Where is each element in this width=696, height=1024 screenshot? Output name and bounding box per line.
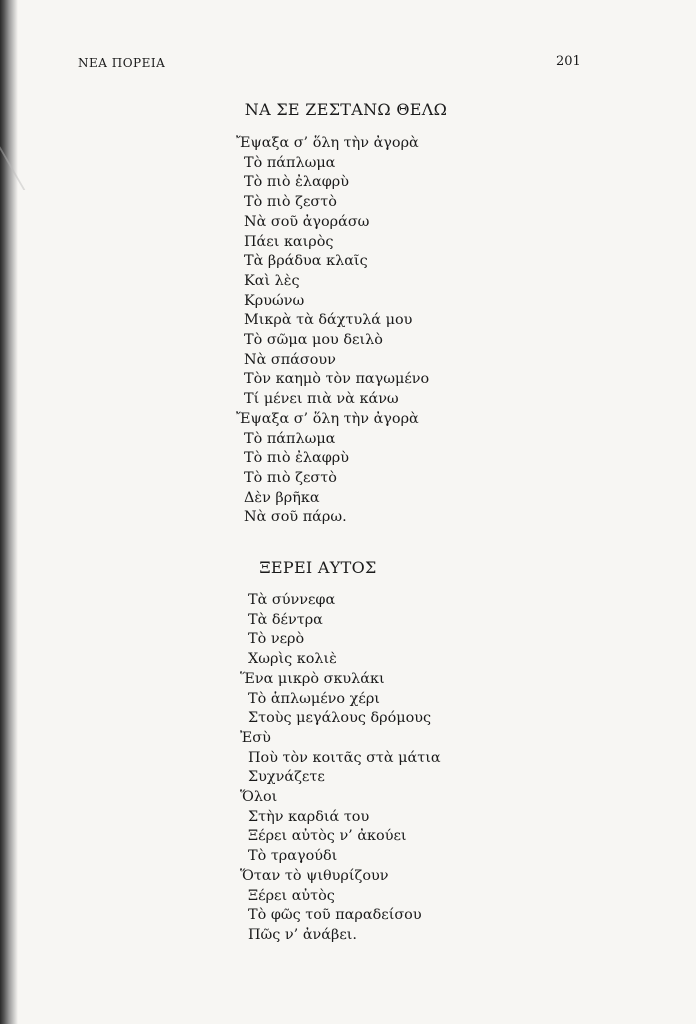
poem-title: ΞΕΡΕΙ ΑΥΤΟΣ bbox=[259, 558, 377, 577]
poem-title: ΝΑ ΣΕ ΖΕΣΤΑΝΩ ΘΕΛΩ bbox=[244, 100, 448, 119]
poem-line: Χωρὶς κολιὲ bbox=[248, 651, 337, 668]
poem-line: Νὰ σοῦ πάρω. bbox=[244, 509, 347, 526]
poem-line: Νὰ σοῦ ἀγοράσω bbox=[244, 213, 370, 230]
poem-line: Τὸ πιὸ ἐλαφρὺ bbox=[244, 174, 350, 191]
poem-line: Νὰ σπάσουν bbox=[244, 351, 336, 368]
poem-line: Τὰ βράδυα κλαῖς bbox=[244, 253, 368, 270]
poem-line: Ἔψαξα σ’ ὅλη τὴν ἀγορὰ bbox=[236, 135, 419, 151]
poem-line: Τὸν καημὸ τὸν παγωμένο bbox=[244, 371, 430, 388]
page-number: 201 bbox=[556, 54, 581, 69]
poem-line: Τὸ πιὸ ζεστὸ bbox=[244, 469, 337, 486]
poem-line: Τὸ τραγούδι bbox=[248, 848, 338, 865]
poem-body bbox=[236, 134, 429, 528]
poem-line: Τὸ πάπλωμα bbox=[244, 430, 336, 447]
running-head: ΝΕΑ ΠΟΡΕΙΑ bbox=[78, 56, 166, 70]
poem-line: Ξέρει αὐτὸς ν’ ἀκούει bbox=[248, 828, 407, 845]
poem-line: Συχνάζετε bbox=[248, 769, 325, 786]
poem-line: Πῶς ν’ ἀνάβει. bbox=[248, 926, 357, 943]
poem-line: Τὰ σύννεφα bbox=[248, 592, 336, 608]
poem-line: Τὸ φῶς τοῦ παραδείσου bbox=[248, 907, 422, 924]
poem-line: Ὅλοι bbox=[240, 789, 278, 806]
poem-line: Στὴν καρδιά του bbox=[248, 808, 370, 825]
poem-line: Ποὺ τὸν κοιτᾶς στὰ μάτια bbox=[248, 749, 441, 766]
poem-line: Μικρὰ τὰ δάχτυλά μου bbox=[244, 312, 413, 329]
poem-line: Τὸ πιὸ ζεστὸ bbox=[244, 194, 337, 211]
poem-line: Τί μένει πιὰ νὰ κάνω bbox=[244, 391, 399, 408]
poem-line: Τὸ πάπλωμα bbox=[244, 154, 336, 171]
poem-line: Τὸ σῶμα μου δειλὸ bbox=[244, 332, 383, 349]
poem-body bbox=[240, 591, 441, 946]
poem-line: Δὲν βρῆκα bbox=[244, 489, 320, 506]
poem-line: Ἐσὺ bbox=[240, 729, 271, 746]
poem-line: Τὸ ἁπλωμένο χέρι bbox=[248, 690, 380, 707]
poem-line: Κρυώνω bbox=[244, 292, 305, 309]
poem-line: Τὸ πιὸ ἐλαφρὺ bbox=[244, 450, 350, 467]
poem-line: Καὶ λὲς bbox=[244, 272, 300, 289]
poem-line: Ἔψαξα σ’ ὅλη τὴν ἀγορὰ bbox=[236, 410, 419, 427]
poem-line: Ἕνα μικρὸ σκυλάκι bbox=[240, 670, 385, 687]
poem-line: Στοὺς μεγάλους δρόμους bbox=[248, 710, 432, 727]
poem-line: Τὸ νερὸ bbox=[248, 631, 305, 648]
poem-line: Πάει καιρὸς bbox=[244, 233, 334, 250]
poem-line: Ξέρει αὐτὸς bbox=[248, 887, 335, 904]
poem-line: Τὰ δέντρα bbox=[248, 611, 323, 628]
poem-line: Ὅταν τὸ ψιθυρίζουν bbox=[240, 867, 389, 884]
